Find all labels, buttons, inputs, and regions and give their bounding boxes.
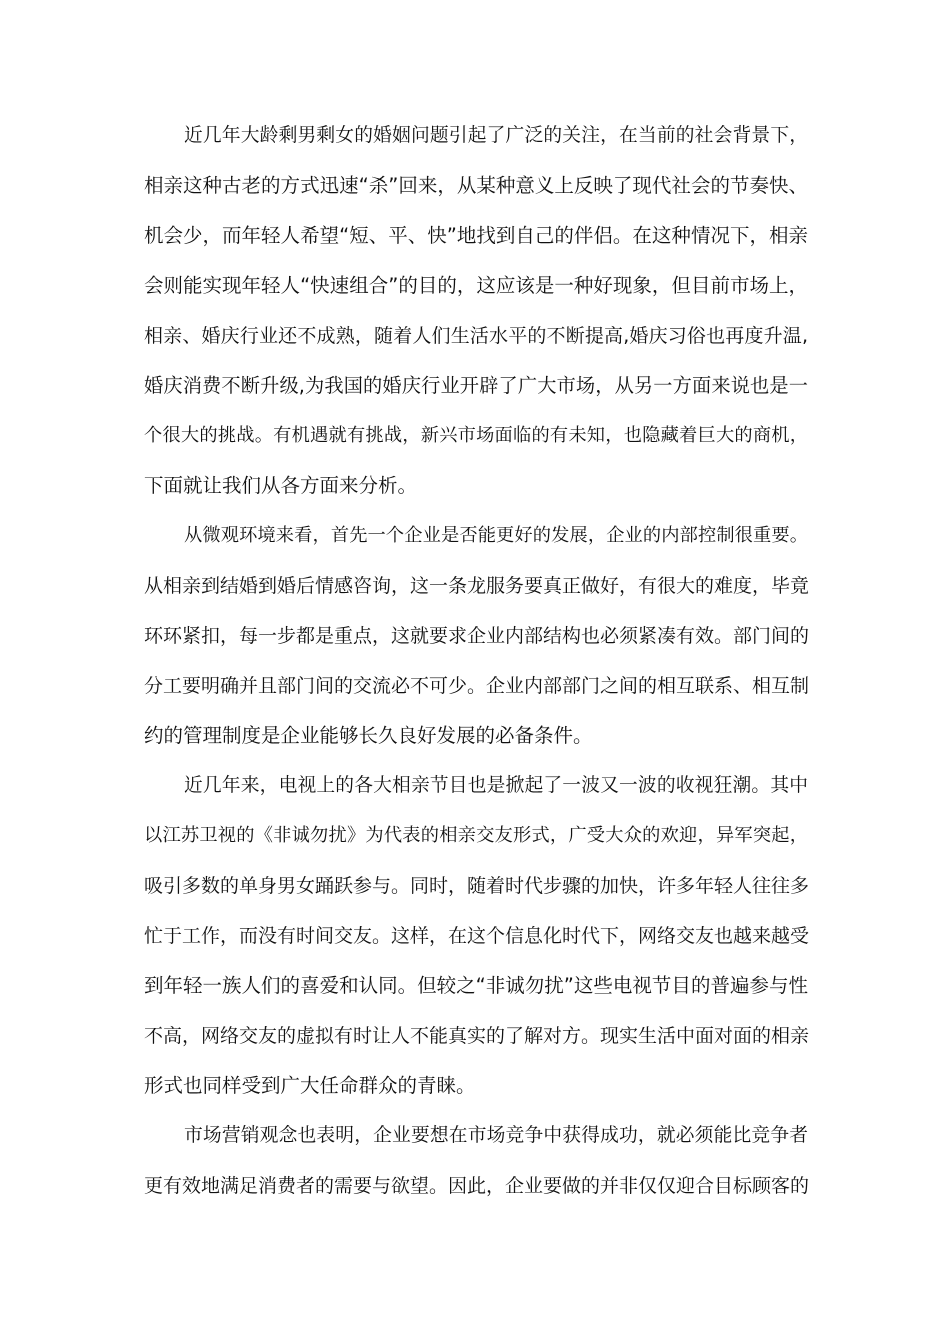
paragraph-1-line-8: 下面就让我们从各方面来分析。 bbox=[144, 474, 418, 497]
paragraph-1-line-5: 相亲、婚庆行业还不成熟，随着人们生活水平的不断提高,婚庆习俗也再度升温, bbox=[144, 325, 808, 347]
paragraph-3-line-3: 吸引多数的单身男女踊跃参与。同时，随着时代步骤的加快，许多年轻人往往多 bbox=[144, 875, 810, 897]
paragraph-1-line-4: 会则能实现年轻人“快速组合”的目的，这应该是一种好现象，但目前市场上， bbox=[144, 274, 808, 297]
paragraph-1-line-1: 近几年大龄剩男剩女的婚姻问题引起了广泛的关注，在当前的社会背景下， bbox=[184, 125, 808, 146]
paragraph-4-line-1: 市场营销观念也表明，企业要想在市场竞争中获得成功，就必须能比竞争者 bbox=[184, 1125, 808, 1146]
paragraph-3-line-6: 不高，网络交友的虚拟有时让人不能真实的了解对方。现实生活中面对面的相亲 bbox=[144, 1025, 810, 1047]
paragraph-3-line-1: 近几年来，电视上的各大相亲节目也是掀起了一波又一波的收视狂潮。其中 bbox=[184, 775, 808, 796]
paragraph-1-line-7: 个很大的挑战。有机遇就有挑战，新兴市场面临的有未知，也隐藏着巨大的商机， bbox=[144, 425, 808, 446]
paragraph-2-line-5: 约的管理制度是企业能够长久良好发展的必备条件。 bbox=[144, 724, 593, 747]
paragraph-3-line-5: 到年轻一族人们的喜爱和认同。但较之“非诚勿扰”这些电视节目的普遍参与性 bbox=[144, 974, 808, 997]
paragraph-1-line-2: 相亲这种古老的方式迅速“杀”回来，从某种意义上反映了现代社会的节奏快、 bbox=[144, 174, 808, 197]
paragraph-2-line-4: 分工要明确并且部门间的交流必不可少。企业内部部门之间的相互联系、相互制 bbox=[144, 675, 810, 697]
paragraph-1-line-6: 婚庆消费不断升级,为我国的婚庆行业开辟了广大市场，从另一方面来说也是一 bbox=[144, 374, 808, 397]
paragraph-3-line-7: 形式也同样受到广大任命群众的青睐。 bbox=[144, 1074, 476, 1097]
paragraph-4-line-2: 更有效地满足消费者的需要与欲望。因此，企业要做的并非仅仅迎合目标顾客的 bbox=[144, 1175, 810, 1197]
paragraph-3-line-2: 以江苏卫视的《非诚勿扰》为代表的相亲交友形式，广受大众的欢迎，异军突起， bbox=[144, 825, 808, 846]
paragraph-2-line-1: 从微观环境来看，首先一个企业是否能更好的发展，企业的内部控制很重要。 bbox=[184, 525, 808, 546]
paragraph-1-line-3: 机会少，而年轻人希望“短、平、快”地找到自己的伴侣。在这种情况下，相亲 bbox=[144, 224, 808, 247]
paragraph-3-line-4: 忙于工作，而没有时间交友。这样，在这个信息化时代下，网络交友也越来越受 bbox=[144, 925, 810, 947]
paragraph-2-line-2: 从相亲到结婚到婚后情感咨询，这一条龙服务要真正做好，有很大的难度，毕竟 bbox=[144, 575, 810, 597]
paragraph-2-line-3: 环环紧扣，每一步都是重点，这就要求企业内部结构也必须紧凑有效。部门间的 bbox=[144, 625, 810, 647]
